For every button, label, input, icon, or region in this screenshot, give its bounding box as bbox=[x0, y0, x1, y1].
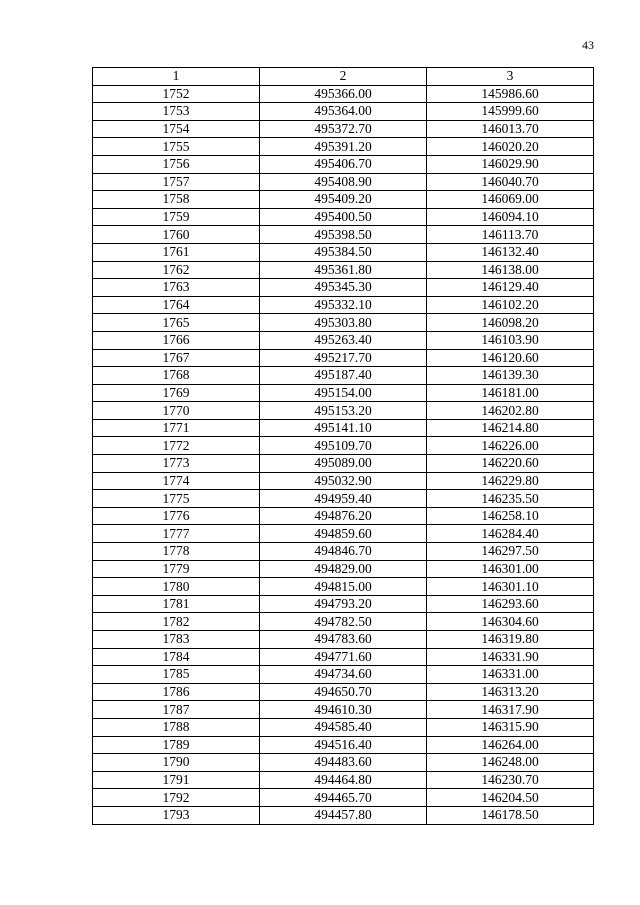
x-coordinate-cell: 494610.30 bbox=[260, 701, 427, 719]
coordinate-table bbox=[92, 67, 594, 825]
y-coordinate-cell: 146331.90 bbox=[427, 648, 594, 666]
point-number-cell: 1759 bbox=[93, 208, 260, 226]
x-coordinate-cell: 494516.40 bbox=[260, 736, 427, 754]
y-coordinate-cell: 146098.20 bbox=[427, 314, 594, 332]
table-row bbox=[93, 155, 594, 173]
table-row bbox=[93, 631, 594, 649]
y-coordinate-cell: 146230.70 bbox=[427, 771, 594, 789]
point-number-cell: 1772 bbox=[93, 437, 260, 455]
table-row bbox=[93, 543, 594, 561]
y-coordinate-cell: 146103.90 bbox=[427, 331, 594, 349]
table-row bbox=[93, 402, 594, 420]
x-coordinate-cell: 495109.70 bbox=[260, 437, 427, 455]
page-number: 43 bbox=[582, 38, 594, 52]
point-number-cell: 1782 bbox=[93, 613, 260, 631]
point-number-cell: 1771 bbox=[93, 419, 260, 437]
x-coordinate-cell: 495372.70 bbox=[260, 120, 427, 138]
point-number-cell: 1792 bbox=[93, 789, 260, 807]
x-coordinate-cell: 495089.00 bbox=[260, 455, 427, 473]
x-coordinate-cell: 494465.70 bbox=[260, 789, 427, 807]
point-number-cell: 1775 bbox=[93, 490, 260, 508]
table-row bbox=[93, 314, 594, 332]
y-coordinate-cell: 146264.00 bbox=[427, 736, 594, 754]
x-coordinate-cell: 495391.20 bbox=[260, 138, 427, 156]
x-coordinate-cell: 494782.50 bbox=[260, 613, 427, 631]
table-row bbox=[93, 789, 594, 807]
x-coordinate-cell: 495409.20 bbox=[260, 191, 427, 209]
y-coordinate-cell: 146020.20 bbox=[427, 138, 594, 156]
y-coordinate-cell: 146235.50 bbox=[427, 490, 594, 508]
point-number-cell: 1784 bbox=[93, 648, 260, 666]
point-number-cell: 1757 bbox=[93, 173, 260, 191]
x-coordinate-cell: 495153.20 bbox=[260, 402, 427, 420]
y-coordinate-cell: 146132.40 bbox=[427, 243, 594, 261]
x-coordinate-cell: 495408.90 bbox=[260, 173, 427, 191]
x-coordinate-cell: 495364.00 bbox=[260, 103, 427, 121]
point-number-cell: 1785 bbox=[93, 666, 260, 684]
y-coordinate-cell: 146120.60 bbox=[427, 349, 594, 367]
x-coordinate-cell: 494876.20 bbox=[260, 507, 427, 525]
table-row bbox=[93, 718, 594, 736]
table-row bbox=[93, 279, 594, 297]
point-number-cell: 1779 bbox=[93, 560, 260, 578]
table-row bbox=[93, 331, 594, 349]
table-row bbox=[93, 455, 594, 473]
y-coordinate-cell: 146258.10 bbox=[427, 507, 594, 525]
x-coordinate-cell: 494734.60 bbox=[260, 666, 427, 684]
column-header-3: 3 bbox=[427, 68, 594, 86]
y-coordinate-cell: 146040.70 bbox=[427, 173, 594, 191]
table-row bbox=[93, 296, 594, 314]
y-coordinate-cell: 146229.80 bbox=[427, 472, 594, 490]
point-number-cell: 1761 bbox=[93, 243, 260, 261]
point-number-cell: 1760 bbox=[93, 226, 260, 244]
table-row bbox=[93, 771, 594, 789]
y-coordinate-cell: 146113.70 bbox=[427, 226, 594, 244]
y-coordinate-cell: 146319.80 bbox=[427, 631, 594, 649]
point-number-cell: 1778 bbox=[93, 543, 260, 561]
point-number-cell: 1791 bbox=[93, 771, 260, 789]
point-number-cell: 1764 bbox=[93, 296, 260, 314]
table-row bbox=[93, 226, 594, 244]
table-row bbox=[93, 578, 594, 596]
point-number-cell: 1758 bbox=[93, 191, 260, 209]
x-coordinate-cell: 495345.30 bbox=[260, 279, 427, 297]
table-row bbox=[93, 120, 594, 138]
table-row bbox=[93, 138, 594, 156]
y-coordinate-cell: 145986.60 bbox=[427, 85, 594, 103]
y-coordinate-cell: 146226.00 bbox=[427, 437, 594, 455]
y-coordinate-cell: 146139.30 bbox=[427, 367, 594, 385]
y-coordinate-cell: 146297.50 bbox=[427, 543, 594, 561]
table-row bbox=[93, 490, 594, 508]
y-coordinate-cell: 146013.70 bbox=[427, 120, 594, 138]
table-row bbox=[93, 613, 594, 631]
y-coordinate-cell: 146315.90 bbox=[427, 718, 594, 736]
table-row bbox=[93, 560, 594, 578]
y-coordinate-cell: 146301.10 bbox=[427, 578, 594, 596]
table-row bbox=[93, 666, 594, 684]
x-coordinate-cell: 495406.70 bbox=[260, 155, 427, 173]
point-number-cell: 1788 bbox=[93, 718, 260, 736]
y-coordinate-cell: 146301.00 bbox=[427, 560, 594, 578]
x-coordinate-cell: 495032.90 bbox=[260, 472, 427, 490]
point-number-cell: 1777 bbox=[93, 525, 260, 543]
table-row bbox=[93, 806, 594, 824]
point-number-cell: 1774 bbox=[93, 472, 260, 490]
table-header-row bbox=[93, 68, 594, 86]
table-row bbox=[93, 261, 594, 279]
x-coordinate-cell: 495187.40 bbox=[260, 367, 427, 385]
x-coordinate-cell: 495398.50 bbox=[260, 226, 427, 244]
table-row bbox=[93, 191, 594, 209]
x-coordinate-cell: 495366.00 bbox=[260, 85, 427, 103]
table-row bbox=[93, 173, 594, 191]
table-row bbox=[93, 208, 594, 226]
table-row bbox=[93, 243, 594, 261]
point-number-cell: 1787 bbox=[93, 701, 260, 719]
point-number-cell: 1793 bbox=[93, 806, 260, 824]
point-number-cell: 1765 bbox=[93, 314, 260, 332]
table-row bbox=[93, 754, 594, 772]
y-coordinate-cell: 146220.60 bbox=[427, 455, 594, 473]
table-row bbox=[93, 419, 594, 437]
point-number-cell: 1786 bbox=[93, 683, 260, 701]
y-coordinate-cell: 145999.60 bbox=[427, 103, 594, 121]
y-coordinate-cell: 146284.40 bbox=[427, 525, 594, 543]
x-coordinate-cell: 495217.70 bbox=[260, 349, 427, 367]
x-coordinate-cell: 494771.60 bbox=[260, 648, 427, 666]
y-coordinate-cell: 146094.10 bbox=[427, 208, 594, 226]
y-coordinate-cell: 146331.00 bbox=[427, 666, 594, 684]
point-number-cell: 1776 bbox=[93, 507, 260, 525]
table-row bbox=[93, 648, 594, 666]
point-number-cell: 1773 bbox=[93, 455, 260, 473]
x-coordinate-cell: 494815.00 bbox=[260, 578, 427, 596]
x-coordinate-cell: 495361.80 bbox=[260, 261, 427, 279]
x-coordinate-cell: 494585.40 bbox=[260, 718, 427, 736]
x-coordinate-cell: 495332.10 bbox=[260, 296, 427, 314]
table-row bbox=[93, 507, 594, 525]
point-number-cell: 1753 bbox=[93, 103, 260, 121]
point-number-cell: 1781 bbox=[93, 595, 260, 613]
table-row bbox=[93, 103, 594, 121]
x-coordinate-cell: 494457.80 bbox=[260, 806, 427, 824]
y-coordinate-cell: 146293.60 bbox=[427, 595, 594, 613]
point-number-cell: 1756 bbox=[93, 155, 260, 173]
point-number-cell: 1768 bbox=[93, 367, 260, 385]
x-coordinate-cell: 495400.50 bbox=[260, 208, 427, 226]
y-coordinate-cell: 146178.50 bbox=[427, 806, 594, 824]
point-number-cell: 1770 bbox=[93, 402, 260, 420]
table-row bbox=[93, 367, 594, 385]
x-coordinate-cell: 494650.70 bbox=[260, 683, 427, 701]
point-number-cell: 1763 bbox=[93, 279, 260, 297]
y-coordinate-cell: 146138.00 bbox=[427, 261, 594, 279]
y-coordinate-cell: 146029.90 bbox=[427, 155, 594, 173]
y-coordinate-cell: 146069.00 bbox=[427, 191, 594, 209]
x-coordinate-cell: 494959.40 bbox=[260, 490, 427, 508]
point-number-cell: 1789 bbox=[93, 736, 260, 754]
x-coordinate-cell: 495141.10 bbox=[260, 419, 427, 437]
y-coordinate-cell: 146214.80 bbox=[427, 419, 594, 437]
point-number-cell: 1790 bbox=[93, 754, 260, 772]
y-coordinate-cell: 146181.00 bbox=[427, 384, 594, 402]
y-coordinate-cell: 146202.80 bbox=[427, 402, 594, 420]
table-row bbox=[93, 85, 594, 103]
x-coordinate-cell: 495303.80 bbox=[260, 314, 427, 332]
point-number-cell: 1754 bbox=[93, 120, 260, 138]
x-coordinate-cell: 494783.60 bbox=[260, 631, 427, 649]
y-coordinate-cell: 146102.20 bbox=[427, 296, 594, 314]
table-row bbox=[93, 437, 594, 455]
table-row bbox=[93, 595, 594, 613]
table-row bbox=[93, 472, 594, 490]
point-number-cell: 1780 bbox=[93, 578, 260, 596]
table-row bbox=[93, 384, 594, 402]
point-number-cell: 1766 bbox=[93, 331, 260, 349]
point-number-cell: 1767 bbox=[93, 349, 260, 367]
x-coordinate-cell: 495384.50 bbox=[260, 243, 427, 261]
point-number-cell: 1769 bbox=[93, 384, 260, 402]
table-row bbox=[93, 349, 594, 367]
x-coordinate-cell: 495154.00 bbox=[260, 384, 427, 402]
y-coordinate-cell: 146313.20 bbox=[427, 683, 594, 701]
y-coordinate-cell: 146204.50 bbox=[427, 789, 594, 807]
x-coordinate-cell: 494483.60 bbox=[260, 754, 427, 772]
x-coordinate-cell: 494793.20 bbox=[260, 595, 427, 613]
x-coordinate-cell: 494464.80 bbox=[260, 771, 427, 789]
y-coordinate-cell: 146248.00 bbox=[427, 754, 594, 772]
point-number-cell: 1752 bbox=[93, 85, 260, 103]
table-row bbox=[93, 736, 594, 754]
x-coordinate-cell: 494846.70 bbox=[260, 543, 427, 561]
table-row bbox=[93, 701, 594, 719]
column-header-2: 2 bbox=[260, 68, 427, 86]
table-row bbox=[93, 683, 594, 701]
y-coordinate-cell: 146317.90 bbox=[427, 701, 594, 719]
x-coordinate-cell: 494859.60 bbox=[260, 525, 427, 543]
table-row bbox=[93, 525, 594, 543]
point-number-cell: 1783 bbox=[93, 631, 260, 649]
table-body bbox=[93, 85, 594, 824]
x-coordinate-cell: 495263.40 bbox=[260, 331, 427, 349]
x-coordinate-cell: 494829.00 bbox=[260, 560, 427, 578]
column-header-1: 1 bbox=[93, 68, 260, 86]
y-coordinate-cell: 146129.40 bbox=[427, 279, 594, 297]
y-coordinate-cell: 146304.60 bbox=[427, 613, 594, 631]
point-number-cell: 1755 bbox=[93, 138, 260, 156]
point-number-cell: 1762 bbox=[93, 261, 260, 279]
